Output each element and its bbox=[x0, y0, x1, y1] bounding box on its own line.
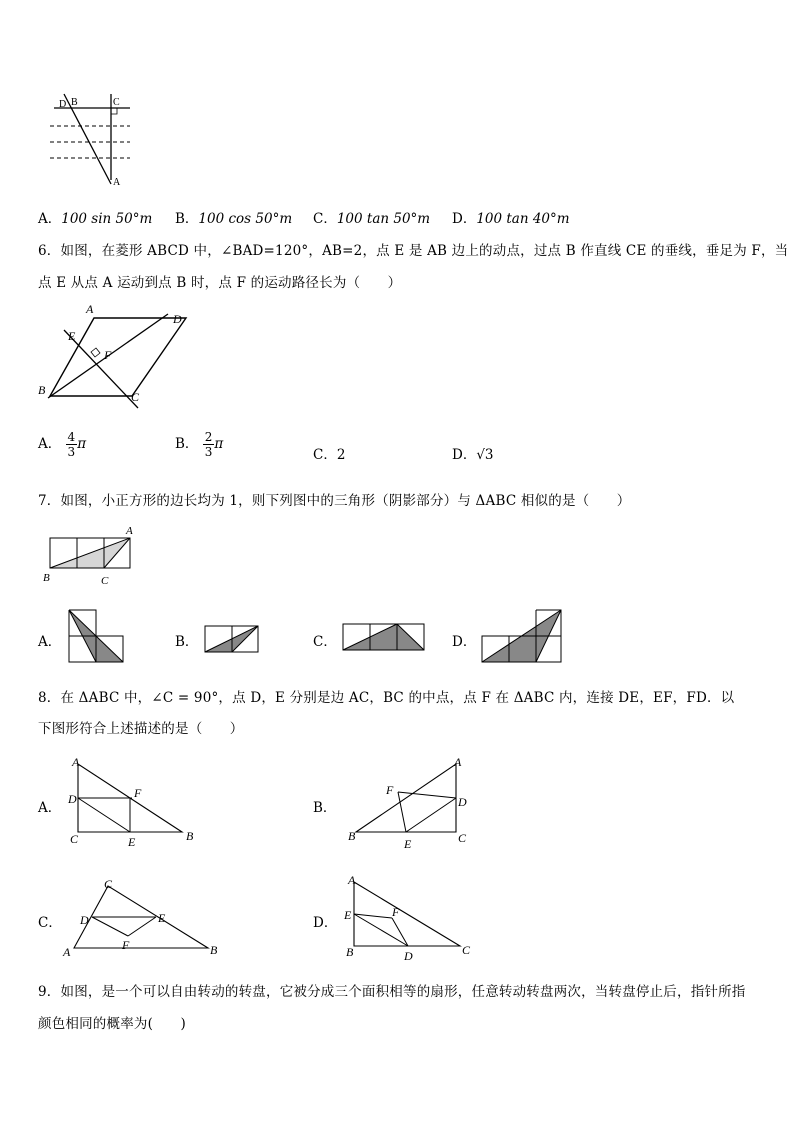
svg-text:A: A bbox=[72, 756, 80, 769]
q8-option-a[interactable]: A． bbox=[38, 800, 62, 816]
svg-text:D: D bbox=[404, 949, 413, 963]
q5-option-c[interactable] bbox=[313, 207, 430, 227]
q6-label-b: B bbox=[38, 383, 46, 397]
q5-option-d-letter: D． bbox=[452, 211, 477, 227]
q5-option-b-letter: B． bbox=[175, 211, 199, 227]
q6-label-a: A bbox=[86, 302, 94, 316]
q6-option-c-text: 2 bbox=[336, 447, 346, 463]
q6-option-c-letter: C． bbox=[313, 447, 337, 463]
svg-text:B: B bbox=[210, 943, 218, 957]
q6-option-d[interactable] bbox=[452, 443, 494, 463]
q5-option-a-letter: A． bbox=[38, 211, 62, 227]
q6-option-b-num: 2 bbox=[204, 430, 213, 444]
svg-text:F: F bbox=[392, 905, 400, 919]
svg-text:D: D bbox=[458, 795, 467, 809]
q7-option-a-figure[interactable] bbox=[68, 609, 126, 665]
q7-option-c-figure[interactable] bbox=[342, 622, 426, 652]
svg-text:E: E bbox=[404, 837, 412, 848]
q6-option-a-num: 4 bbox=[67, 430, 76, 444]
q6-stem-line2: 点 E 从点 A 运动到点 B 时，点 F 的运动路径长为（ ） bbox=[38, 275, 402, 291]
q6-option-c[interactable] bbox=[313, 443, 345, 463]
q6-label-f: F bbox=[104, 348, 112, 362]
svg-text:F: F bbox=[386, 783, 394, 797]
svg-text:B: B bbox=[348, 829, 356, 843]
q8-option-a-figure[interactable] bbox=[64, 756, 204, 848]
q5-option-a[interactable] bbox=[38, 207, 152, 227]
q7-option-b[interactable]: B． bbox=[175, 634, 199, 650]
q6-label-d: D bbox=[173, 312, 182, 326]
svg-text:C: C bbox=[70, 832, 79, 846]
q5-option-d[interactable] bbox=[452, 207, 570, 227]
q6-label-e: E bbox=[68, 329, 76, 343]
svg-text:D: D bbox=[68, 792, 77, 806]
q6-option-a-fraction bbox=[66, 430, 78, 459]
q8-option-b[interactable]: B． bbox=[313, 800, 337, 816]
q5-option-b[interactable] bbox=[175, 207, 292, 227]
svg-text:B: B bbox=[346, 945, 354, 959]
q7-label-a: A bbox=[126, 525, 133, 537]
q8-option-b-figure[interactable] bbox=[344, 756, 474, 848]
q8-option-d-figure[interactable] bbox=[340, 872, 480, 964]
q7-option-d[interactable]: D． bbox=[452, 634, 477, 650]
q6-option-d-letter: D． bbox=[452, 447, 477, 463]
q5-label-a: A bbox=[113, 177, 121, 188]
q7-option-c[interactable]: C． bbox=[313, 634, 337, 650]
q5-figure bbox=[44, 92, 136, 190]
svg-text:E: E bbox=[344, 908, 352, 922]
svg-text:E: E bbox=[128, 835, 136, 848]
svg-text:D: D bbox=[80, 913, 89, 927]
q6-option-a[interactable] bbox=[38, 430, 86, 459]
q7-option-d-figure[interactable] bbox=[481, 609, 563, 665]
q6-option-b-den: 3 bbox=[204, 445, 213, 459]
svg-text:F: F bbox=[122, 938, 130, 952]
q6-option-a-pi: π bbox=[77, 436, 87, 452]
q6-option-d-text: √3 bbox=[476, 447, 494, 463]
q7-label-b: B bbox=[43, 572, 50, 584]
q6-stem-line1: 6．如图，在菱形 ABCD 中，∠BAD=120°，AB=2，点 E 是 AB 边上的动点，过点 B 作直线 CE 的垂线，垂足为 F，当 bbox=[38, 243, 789, 259]
q8-option-d[interactable]: D． bbox=[313, 915, 338, 931]
q7-figure bbox=[40, 522, 144, 588]
q6-option-a-den: 3 bbox=[67, 445, 76, 459]
q9-stem-line2: 颜色相同的概率为( ) bbox=[38, 1016, 186, 1032]
q6-option-b-letter: B． bbox=[175, 436, 199, 452]
svg-text:C: C bbox=[104, 877, 113, 891]
q6-figure bbox=[36, 300, 196, 410]
q8-stem-line1: 8．在 ΔABC 中，∠C = 90°，点 D，E 分别是边 AC，BC 的中点，点 F 在 ΔABC 内，连接 DE，EF，FD．以 bbox=[38, 690, 735, 706]
q5-option-c-letter: C． bbox=[313, 211, 337, 227]
q5-option-a-text: 100 sin 50°m bbox=[61, 211, 153, 227]
q9-stem-line1: 9．如图，是一个可以自由转动的转盘，它被分成三个面积相等的扇形，任意转动转盘两次，当转盘停止后，指针所指 bbox=[38, 984, 746, 1000]
svg-text:E: E bbox=[158, 911, 166, 925]
q7-option-b-figure[interactable] bbox=[204, 624, 260, 654]
q5-label-c: C bbox=[113, 97, 120, 108]
q5-option-c-text: 100 tan 50°m bbox=[336, 211, 431, 227]
svg-text:A: A bbox=[63, 945, 71, 959]
q6-option-b[interactable] bbox=[175, 430, 223, 459]
q8-option-c-figure[interactable] bbox=[60, 876, 222, 960]
q6-option-a-letter: A． bbox=[38, 436, 62, 452]
q5-option-d-text: 100 tan 40°m bbox=[476, 211, 570, 227]
q8-option-c[interactable]: C． bbox=[38, 915, 62, 931]
svg-text:C: C bbox=[462, 943, 471, 957]
svg-text:A: A bbox=[348, 873, 356, 887]
q7-option-a[interactable]: A． bbox=[38, 634, 62, 650]
q6-label-c: C bbox=[131, 390, 140, 404]
svg-text:F: F bbox=[134, 786, 142, 800]
svg-text:B: B bbox=[186, 829, 194, 843]
q7-label-c: C bbox=[101, 575, 109, 587]
svg-text:C: C bbox=[458, 831, 467, 845]
q5-option-b-text: 100 cos 50°m bbox=[198, 211, 293, 227]
q7-stem-line1: 7．如图，小正方形的边长均为 1，则下列图中的三角形（阴影部分）与 ΔABC 相似的是（ ） bbox=[38, 493, 631, 509]
q8-stem-line2: 下图形符合上述描述的是（ ） bbox=[38, 721, 244, 737]
q5-label-b: B bbox=[71, 97, 78, 108]
q6-option-b-fraction bbox=[203, 430, 215, 459]
q6-option-b-pi: π bbox=[214, 436, 224, 452]
q5-label-d: D bbox=[59, 99, 67, 110]
svg-text:A: A bbox=[454, 756, 462, 769]
